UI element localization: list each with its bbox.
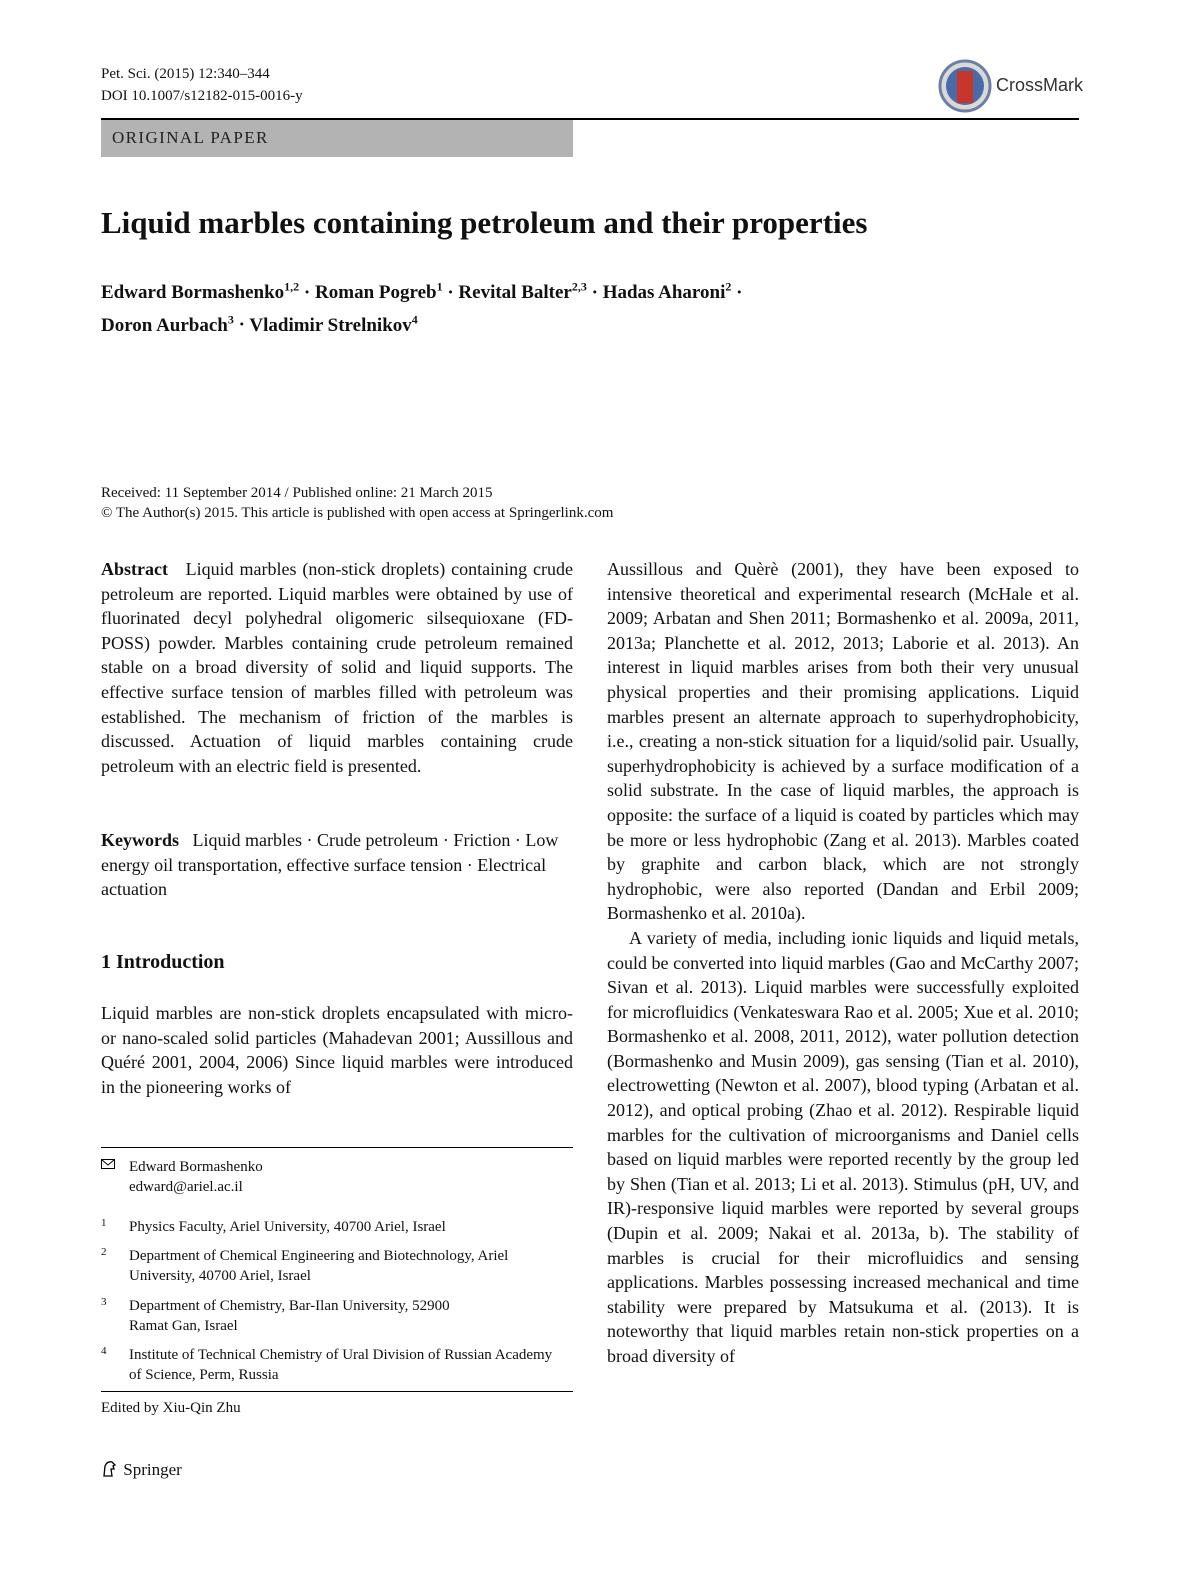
author[interactable]: Roman Pogreb$^1$ — [315, 280, 443, 304]
author[interactable]: Vladimir Strelnikov$^4$ — [249, 312, 418, 336]
intro-text: Liquid marbles are non-stick droplets encapsulated with micro- or nano-scaled solid particles (Mahadevan 2001; Aussillous and Quéré 2001, 2004, 2006) Since liquid marbles were introduced in the pioneering works of — [101, 1003, 573, 1097]
author-list: Edward Bormashenko$^{1,2}$ · Roman Pogreb$^1$ · Revital Balter$^{2,3}$ · Hadas Aharoni$^2$ · Doron Aurbach$^3$ · Vladimir Strelnikov$^4$ — [101, 280, 743, 336]
section-banner — [101, 120, 573, 157]
received-date: Received: 11 September 2014 / Published online: 21 March 2015 — [101, 485, 493, 501]
springer-horse-icon — [101, 1460, 119, 1478]
publisher-name: Springer — [123, 1460, 182, 1479]
keywords — [101, 828, 573, 902]
author[interactable]: Hadas Aharoni$^2$ — [602, 280, 732, 304]
intro-paragraph-right-1: Aussillous and Quèrè (2001), they have been exposed to intensive theoretical and experimental research (McHale et al. 2009; Arbatan and Shen 2011; Bormashenko et al. 2009a, 2011, 2013a; Planchette et al. 2012, 2013; Laborie et al. 2013). An interest in liquid marbles arises from both their very unusual physical properties and their promising applications. Liquid marbles present an alternate approach to superhydrophobicity, i.e., creating a non-stick situation for a liquid/solid pair. Usually, superhydrophobicity is achieved by a surface modification of a solid substrate. In the case of liquid marbles, the approach is opposite: the surface of a liquid is coated by particles which may be more or less hydrophobic (Zang et al. 2013). Marbles coated by graphite and carbon black, which are not strongly hydrophobic, were also reported (Dandan and Erbil 2009; Bormashenko et al. 2010a). — [607, 559, 1079, 924]
abstract — [101, 557, 573, 778]
keywords-label: Keywords — [101, 830, 179, 850]
springer-logo — [101, 1460, 182, 1480]
abstract-label: Abstract — [101, 559, 168, 579]
envelope-icon — [101, 1159, 115, 1169]
edited-by: Edited by Xiu-Qin Zhu — [101, 1400, 241, 1416]
journal-header — [101, 63, 303, 107]
author[interactable]: Revital Balter$^{2,3}$ — [458, 280, 587, 304]
doi[interactable]: DOI 10.1007/s12182-015-0016-y — [101, 88, 303, 104]
intro-paragraph-right-2: A variety of media, including ionic liquids and liquid metals, could be converted into liquid marbles (Gao and McCarthy 2007; Sivan et al. 2013). Liquid marbles were successfully exploited for microfluidics (Venkateswara Rao et al. 2005; Xue et al. 2010; Bormashenko et al. 2008, 2011, 2012), water pollution detection (Bormashenko and Musin 2009), gas sensing (Tian et al. 2010), electrowetting (Newton et al. 2007), blood typing (Arbatan et al. 2012), and optical probing (Zhao et al. 2012). Respirable liquid marbles for the cultivation of microorganisms and Daniel cells based on liquid marbles were reported recently by the group led by Shen (Tian et al. 2013; Li et al. 2013). Stimulus (pH, UV, and IR)-responsive liquid marbles were reported by several groups (Dupin et al. 2009; Nakai et al. 2013a, b). The stability of marbles is crucial for their microfluidics and sensing applications. Marbles possessing increased mechanical and time stability were prepared by Matsukuma et al. (2013). It is noteworthy that liquid marbles retain non-stick properties on a broad diversity of — [607, 927, 1079, 1366]
contact-name: Edward Bormashenko — [129, 1159, 263, 1175]
crossmark-label: CrossMark — [996, 75, 1084, 95]
author[interactable]: Edward Bormashenko$^{1,2}$ — [101, 280, 300, 304]
contact-email[interactable]: edward@ariel.ac.il — [129, 1179, 243, 1195]
crossmark-icon — [938, 59, 992, 113]
copyright-line: © The Author(s) 2015. This article is published with open access at Springerlink.com — [101, 505, 614, 521]
section-heading: 1 Introduction — [101, 951, 225, 973]
intro-right-column — [607, 557, 1079, 1369]
journal-citation: Pet. Sci. (2015) 12:340–344 — [101, 66, 270, 82]
article-title: Liquid marbles containing petroleum and their properties — [101, 205, 868, 240]
footnote-rule — [101, 1147, 573, 1148]
author[interactable]: Doron Aurbach$^3$ — [101, 312, 234, 336]
intro-paragraph-left — [101, 1001, 573, 1099]
keywords-text: Liquid marbles · Crude petroleum · Friction · Low energy oil transportation, effective surface tension · Electrical actuation — [101, 830, 559, 900]
footnote-bottom-rule — [101, 1391, 573, 1392]
section-label: ORIGINAL PAPER — [112, 128, 269, 147]
abstract-text: Liquid marbles (non-stick droplets) containing crude petroleum are reported. Liquid marbles were obtained by use of fluorinated decyl polyhedral oligomeric silsequioxane (FD-POSS) powder. Marbles containing crude petroleum remained stable on a broad diversity of solid and liquid supports. The effective surface tension of marbles filled with petroleum was established. The mechanism of friction of the marbles is discussed. Actuation of liquid marbles containing crude petroleum with an electric field is presented. — [101, 559, 573, 776]
crossmark-badge[interactable] — [938, 58, 1088, 114]
article-dates — [101, 483, 613, 523]
